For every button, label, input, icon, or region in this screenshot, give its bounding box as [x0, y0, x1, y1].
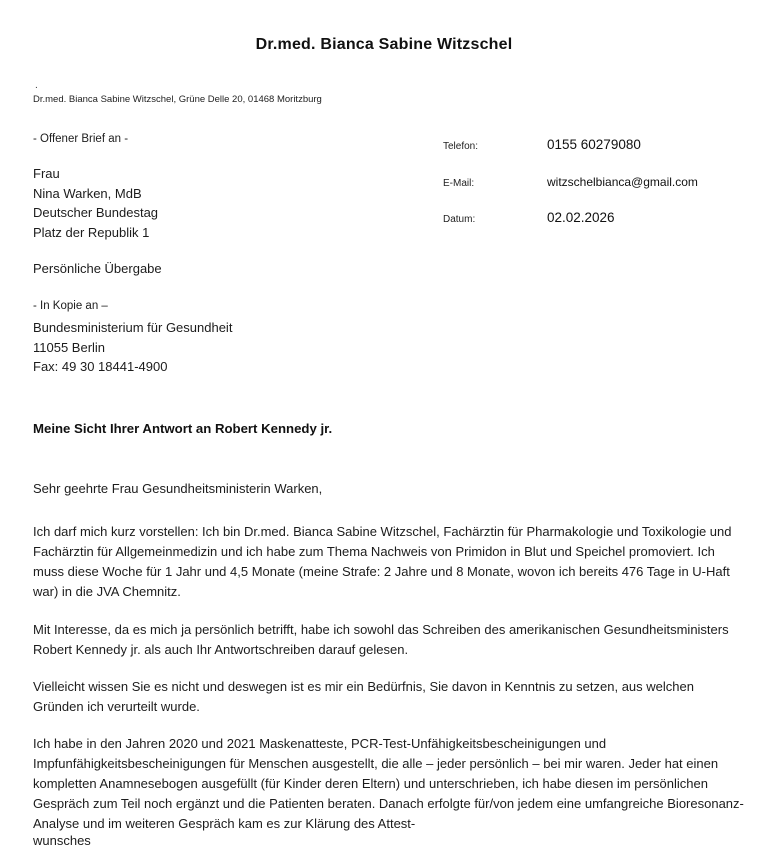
open-letter-marker: - Offener Brief an - — [33, 133, 129, 145]
date-row — [443, 209, 615, 227]
date-label: Datum: — [443, 214, 476, 225]
body-paragraph: Ich darf mich kurz vorstellen: Ich bin Dr.med. Bianca Sabine Witzschel, Fachärztin für Pharmakologie und Toxikologie und Fachärztin für Allgemeinmedizin und ich habe zum Thema Nachweis von Primidon in Blut und Speichel promoviert. Ich muss diese Woche für 1 Jahr und 4,5 Monate (meine Strafe: 2 Jahre und 8 Monate, wovon ich bereits 476 Tage in U-Haft war) in die JVA Chemnitz. — [33, 524, 732, 599]
copy-line: Fax: 49 30 18441-4900 — [33, 359, 168, 374]
sender-address-line: Dr.med. Bianca Sabine Witzschel, Grüne Delle 20, 01468 Moritzburg — [33, 94, 322, 105]
clipped-continuation-line: wunsches — [33, 833, 91, 848]
recipient-line: Platz der Republik 1 — [33, 224, 150, 240]
recipient-address-block — [33, 164, 158, 242]
copy-line: 11055 Berlin — [33, 339, 106, 355]
email-value: witzschelbianca@gmail.com — [547, 175, 698, 189]
body-paragraph: Vielleicht wissen Sie es nicht und deswegen ist es mir ein Bedürfnis, Sie davon in Kenntnis zu setzen, aus welchen Gründen ich verurteilt wurde. — [33, 679, 694, 714]
letterhead-mark: . — [35, 80, 38, 91]
salutation: Sehr geehrte Frau Gesundheitsministerin Warken, — [33, 481, 323, 496]
email-row — [443, 173, 698, 191]
copy-line: Bundesministerium für Gesundheit — [33, 320, 233, 335]
body-paragraph: Mit Interesse, da es mich ja persönlich betrifft, habe ich sowohl das Schreiben des amerikanischen Gesundheitsministers Robert Kennedy jr. als auch Ihr Antwortschreiben darauf gelesen. — [33, 622, 729, 657]
phone-row — [443, 136, 641, 154]
phone-label: Telefon: — [443, 141, 479, 152]
subject-line: Meine Sicht Ihrer Antwort an Robert Kennedy jr. — [33, 421, 333, 436]
phone-value: 0155 60279080 — [547, 137, 641, 152]
recipient-line: Nina Warken, MdB — [33, 185, 142, 201]
date-value: 02.02.2026 — [547, 210, 615, 225]
copy-marker: - In Kopie an – — [33, 300, 108, 312]
delivery-note: Persönliche Übergabe — [33, 261, 162, 276]
page-title: Dr.med. Bianca Sabine Witzschel — [255, 36, 513, 53]
recipient-line: Frau — [33, 166, 60, 181]
recipient-line: Deutscher Bundestag — [33, 205, 159, 220]
email-label: E-Mail: — [443, 178, 475, 189]
copy-recipient-block — [33, 318, 232, 377]
body-paragraph: Ich habe in den Jahren 2020 und 2021 Maskenatteste, PCR-Test-Unfähigkeitsbescheinigungen und Impfunfähigkeitsbescheinigungen für Menschen ausgestellt, die alle – jeder persönlich – bei mir waren. Jeder hat einen kompletten Anamnesebogen ausgefüllt (für Kinder deren Eltern) und unterschrieben, ich habe diesen im persönlichen Gespräch zum Teil noch ergänzt und die Patienten beraten. Danach erfolgte für/von jedem eine umfangreiche Bioresonanz-Analyse und im weiteren Gespräch kam es zur Klärung des Attest- — [33, 736, 744, 831]
